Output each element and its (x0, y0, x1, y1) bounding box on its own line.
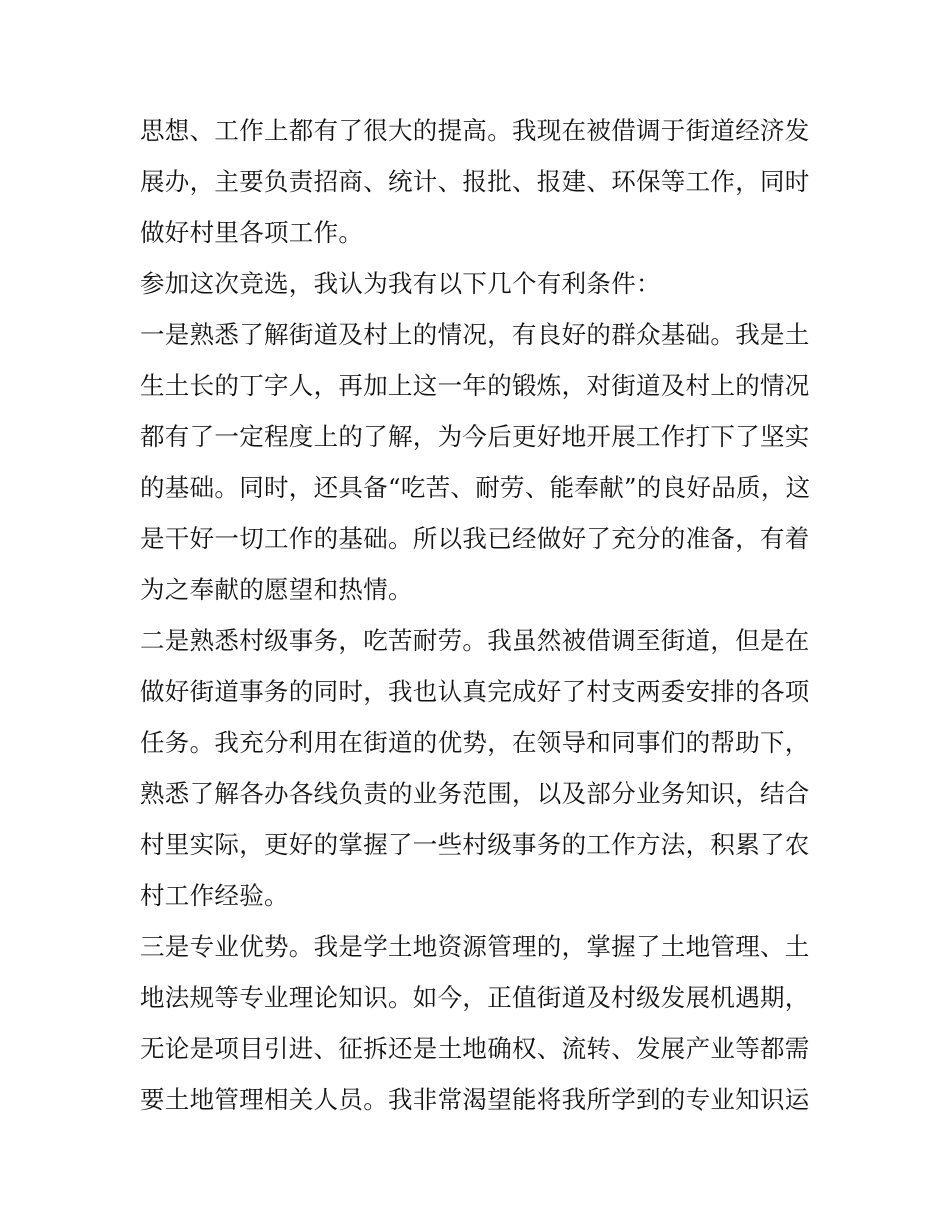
text-line: 都有了一定程度上的了解，为今后更好地开展工作打下了坚实 (140, 422, 810, 451)
text-line: 任务。我充分利用在街道的优势，在领导和同事们的帮助下， (140, 728, 810, 757)
text-line: 一是熟悉了解街道及村上的情况，有良好的群众基础。我是土 (140, 320, 810, 349)
text-line: 的基础。同时，还具备“吃苦、耐劳、能奉献”的良好品质，这 (140, 473, 811, 502)
text-line: 地法规等专业理论知识。如今，正值街道及村级发展机遇期， (140, 983, 810, 1012)
text-line: 要土地管理相关人员。我非常渴望能将我所学到的专业知识运 (140, 1085, 810, 1114)
text-line: 二是熟悉村级事务，吃苦耐劳。我虽然被借调至街道，但是在 (140, 626, 810, 655)
text-line: 做好村里各项工作。 (140, 218, 364, 247)
text-line: 思想、工作上都有了很大的提高。我现在被借调于街道经济发 (140, 116, 810, 145)
text-line: 村里实际，更好的掌握了一些村级事务的工作方法，积累了农 (140, 830, 810, 859)
text-line: 参加这次竞选，我认为我有以下几个有利条件： (140, 269, 661, 298)
text-line: 做好街道事务的同时，我也认真完成好了村支两委安排的各项 (140, 677, 810, 706)
text-line: 生土长的丁字人，再加上这一年的锻炼，对街道及村上的情况 (140, 371, 810, 400)
text-line: 三是专业优势。我是学土地资源管理的，掌握了土地管理、土 (140, 932, 810, 961)
text-line: 无论是项目引进、征拆还是土地确权、流转、发展产业等都需 (140, 1034, 810, 1063)
text-line: 是干好一切工作的基础。所以我已经做好了充分的准备，有着 (140, 524, 810, 553)
text-line: 展办，主要负责招商、统计、报批、报建、环保等工作，同时 (140, 167, 810, 196)
text-line: 熟悉了解各办各线负责的业务范围，以及部分业务知识，结合 (140, 779, 810, 808)
text-line: 村工作经验。 (140, 881, 289, 910)
text-line: 为之奉献的愿望和热情。 (140, 575, 413, 604)
document-body (140, 105, 812, 1125)
